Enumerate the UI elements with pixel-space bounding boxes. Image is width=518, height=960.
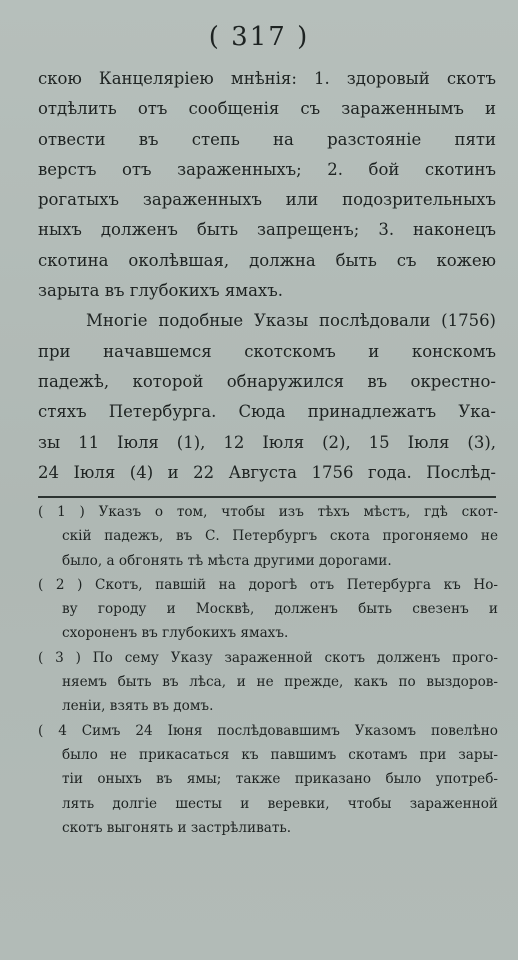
body-line: при начавшемся скотскомъ и конскомъ xyxy=(38,341,496,361)
body-line: стяхъ Петербурга. Сюда принадлежатъ Ука- xyxy=(38,402,496,422)
body-line: скотина околѣвшая, должна быть съ кожею xyxy=(38,250,496,270)
main-text xyxy=(38,64,496,488)
page-number: ( 317 ) xyxy=(208,22,310,52)
footnote-line: тіи оныхъ въ ямы; также приказано было употреб- xyxy=(62,771,498,788)
body-line: отвести въ степь на разстояніе пяти xyxy=(38,129,496,149)
footnote-line: ( 1 ) Указъ о том, чтобы изъ тѣхъ мѣстъ, гдѣ скот- xyxy=(38,504,498,520)
body-line: Многіе подобные Указы послѣдовали (1756) xyxy=(86,311,496,331)
footnote-line: ( 2 ) Скотъ, павшій на дорогѣ отъ Петербурга къ Но- xyxy=(38,576,498,593)
footnote-line: было не прикасаться къ павшимъ скотамъ при зары- xyxy=(62,746,498,763)
body-line: 24 Іюля (4) и 22 Августа 1756 года. Послѣд- xyxy=(38,462,496,482)
footnote-line: ( 3 ) По сему Указу зараженной скотъ долженъ прого- xyxy=(38,649,498,666)
footnote-line: няемъ быть въ лѣса, и не прежде, какъ по выздоров- xyxy=(62,674,498,691)
body-line: зарыта въ глубокихъ ямахъ. xyxy=(38,281,283,301)
footnote-line: леніи, взять въ домъ. xyxy=(62,698,214,715)
footnote-line: ву городу и Москвѣ, долженъ быть свезенъ и xyxy=(62,601,498,618)
body-line: верстъ отъ зараженныхъ; 2. бой скотинъ xyxy=(38,159,496,179)
body-line: скою Канцеляріею мнѣнія: 1. здоровый скотъ xyxy=(38,69,496,88)
footnote-line: ( 4 Симъ 24 Іюня послѣдовавшимъ Указомъ повелѣно xyxy=(38,722,498,739)
body-line: зы 11 Іюля (1), 12 Іюля (2), 15 Іюля (3), xyxy=(38,432,496,452)
footnote-line: схороненъ въ глубокихъ ямахъ. xyxy=(62,625,289,642)
footnote-line: было, а обгонять тѣ мѣста другими дорогами. xyxy=(62,552,392,569)
body-line: падежѣ, которой обнаружился въ окрестно- xyxy=(38,371,496,391)
body-line: рогатыхъ зараженныхъ или подозрительныхъ xyxy=(38,190,496,210)
footnotes xyxy=(38,500,498,840)
footnote-line: скій падежъ, въ С. Петербургъ скота прогоняемо не xyxy=(62,528,498,545)
footnote-line: скотъ выгонять и застрѣливать. xyxy=(62,819,292,836)
footnote-divider xyxy=(38,496,496,498)
body-line: отдѣлить отъ сообщенія съ зараженнымъ и xyxy=(38,99,496,119)
footnote-line: лять долгіе шесты и веревки, чтобы зараженной xyxy=(62,795,498,812)
body-line: ныхъ долженъ быть запрещенъ; 3. наконецъ xyxy=(38,220,496,240)
